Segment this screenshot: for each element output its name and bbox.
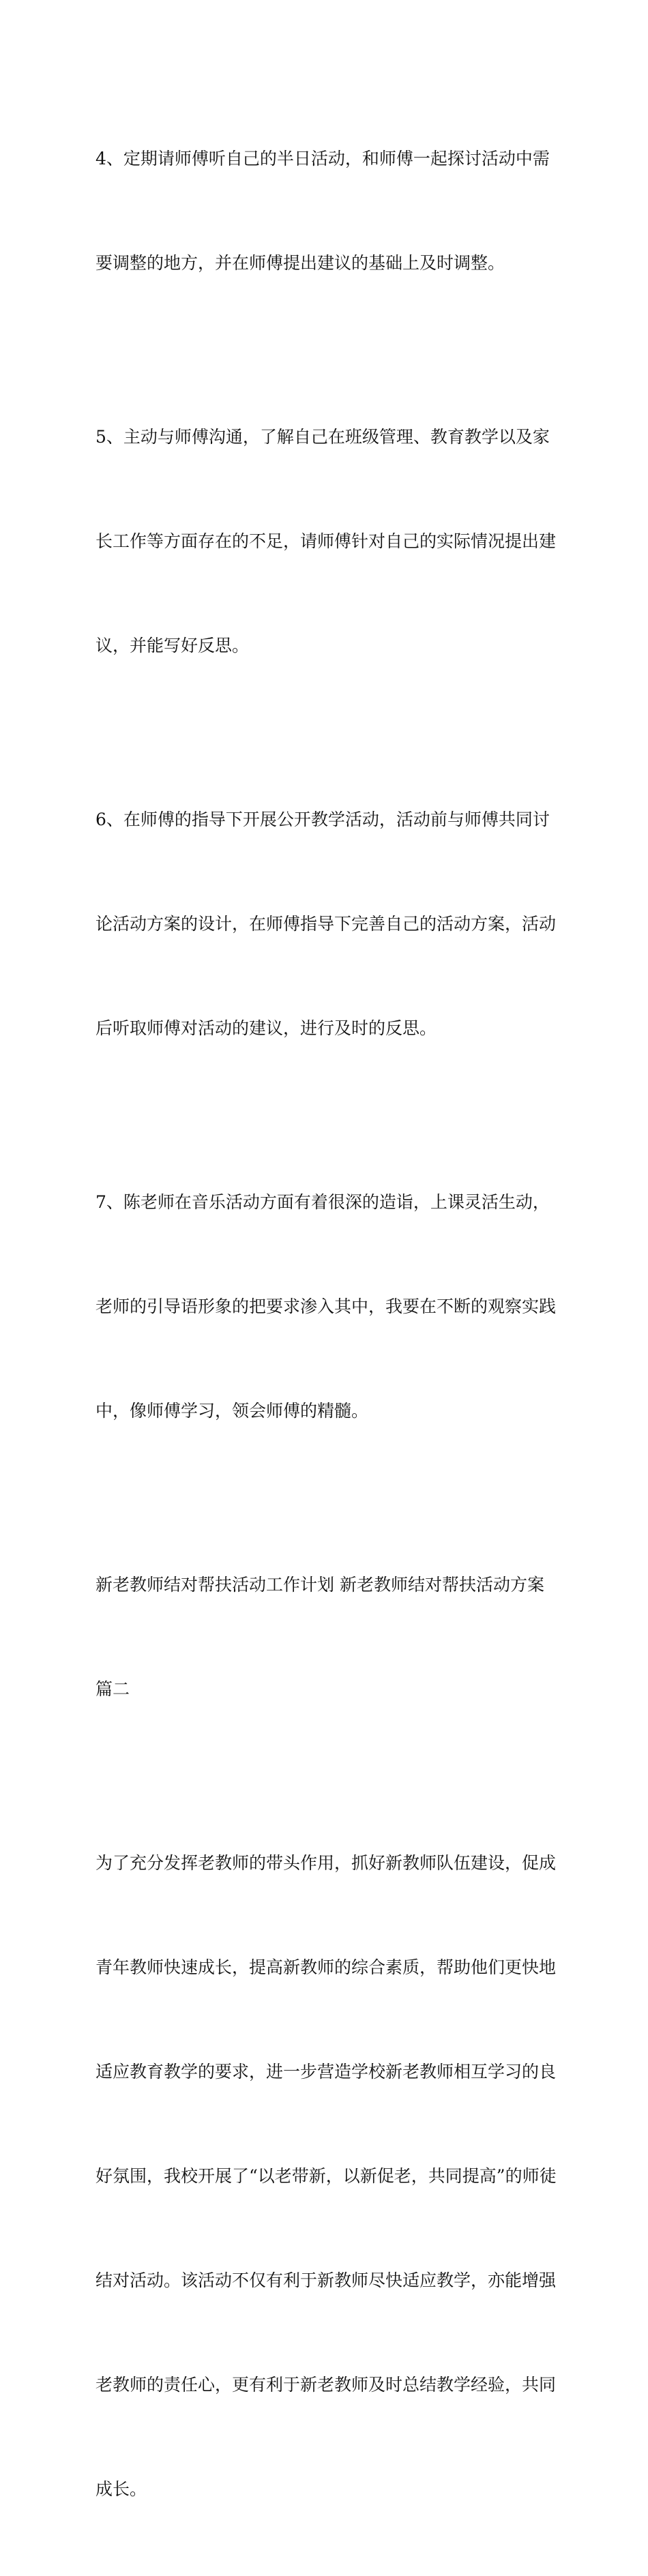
text-line: 成长。 — [95, 2479, 147, 2499]
section-heading — [95, 1498, 559, 1776]
paragraph-item-7 — [95, 1115, 559, 1498]
text-line: 议，并能写好反思。 — [95, 636, 250, 655]
paragraph-item-5 — [95, 350, 559, 732]
paragraph-item-4 — [95, 72, 559, 350]
body-paragraph — [95, 1776, 559, 2576]
text-line: 老教师的责任心，更有利于新老教师及时总结教学经验，共同 — [95, 2375, 557, 2395]
document-page — [95, 72, 559, 2576]
text-line: 长工作等方面存在的不足，请师傅针对自己的实际情况提出建 — [95, 531, 557, 551]
text-line: 青年教师快速成长，提高新教师的综合素质，帮助他们更快地 — [95, 1957, 557, 1977]
text-line: 篇二 — [95, 1679, 130, 1699]
text-line: 结对活动。该活动不仅有利于新教师尽快适应教学，亦能增强 — [95, 2270, 557, 2290]
text-line: 中，像师傅学习，领会师傅的精髓。 — [95, 1401, 369, 1421]
text-line: 后听取师傅对活动的建议，进行及时的反思。 — [95, 1018, 437, 1038]
text-line: 论活动方案的设计，在师傅指导下完善自己的活动方案，活动 — [95, 914, 557, 934]
text-line: 老师的引导语形象的把要求渗入其中，我要在不断的观察实践 — [95, 1297, 557, 1316]
text-line: 为了充分发挥老教师的带头作用，抓好新教师队伍建设，促成 — [95, 1853, 557, 1873]
paragraph-item-6 — [95, 732, 559, 1115]
text-line: 6、在师傅的指导下开展公开教学活动，活动前与师傅共同讨 — [95, 810, 550, 829]
text-line: 4、定期请师傅听自己的半日活动，和师傅一起探讨活动中需 — [95, 149, 550, 168]
text-line: 5、主动与师傅沟通，了解自己在班级管理、教育教学以及家 — [95, 427, 550, 447]
text-line: 新老教师结对帮扶活动工作计划 新老教师结对帮扶活动方案 — [95, 1575, 544, 1595]
text-line: 好氛围，我校开展了“以老带新，以新促老，共同提高”的师徒 — [95, 2166, 557, 2186]
text-line: 7、陈老师在音乐活动方面有着很深的造诣，上课灵活生动， — [95, 1192, 550, 1212]
text-line: 适应教育教学的要求，进一步营造学校新老教师相互学习的良 — [95, 2062, 557, 2082]
text-line: 要调整的地方，并在师傅提出建议的基础上及时调整。 — [95, 253, 505, 273]
